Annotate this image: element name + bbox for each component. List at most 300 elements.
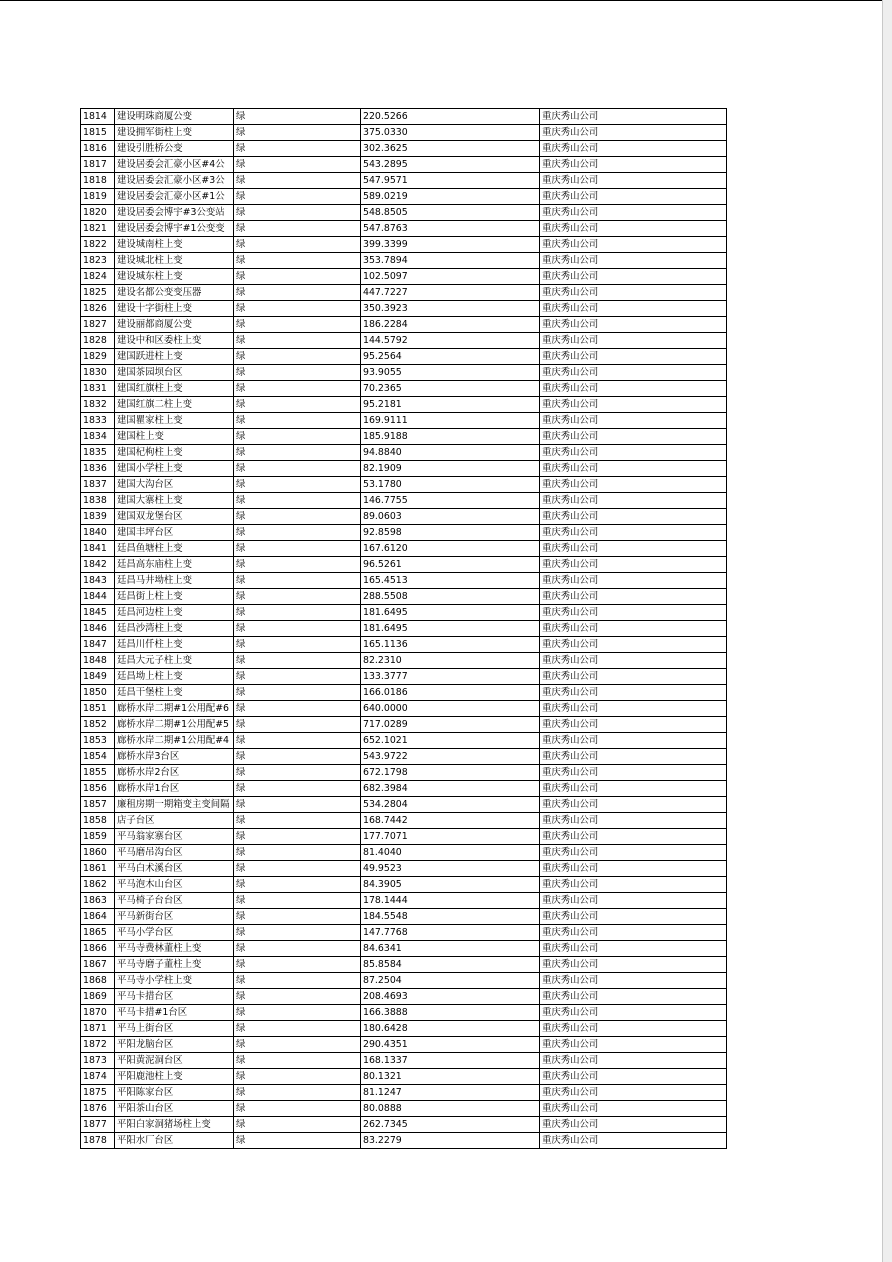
station-name-cell: 廷昌大元子柱上变 (115, 653, 234, 669)
viewer-scroll-gutter[interactable] (882, 0, 892, 1262)
status-color-cell: 绿 (234, 733, 361, 749)
row-number-cell: 1862 (81, 877, 115, 893)
value-cell: 208.4693 (361, 989, 540, 1005)
station-name-cell: 廷昌坳上柱上变 (115, 669, 234, 685)
status-color-cell: 绿 (234, 637, 361, 653)
company-cell: 重庆秀山公司 (540, 829, 727, 845)
status-color-cell: 绿 (234, 685, 361, 701)
company-cell: 重庆秀山公司 (540, 925, 727, 941)
company-cell: 重庆秀山公司 (540, 749, 727, 765)
value-cell: 181.6495 (361, 621, 540, 637)
table-row (81, 509, 727, 525)
status-color-cell: 绿 (234, 957, 361, 973)
company-cell: 重庆秀山公司 (540, 445, 727, 461)
station-name-cell: 平马泡木山台区 (115, 877, 234, 893)
table-row (81, 1069, 727, 1085)
company-cell: 重庆秀山公司 (540, 189, 727, 205)
row-number-cell: 1820 (81, 205, 115, 221)
value-cell: 85.8584 (361, 957, 540, 973)
value-cell: 169.9111 (361, 413, 540, 429)
value-cell: 166.3888 (361, 1005, 540, 1021)
row-number-cell: 1848 (81, 653, 115, 669)
company-cell: 重庆秀山公司 (540, 397, 727, 413)
value-cell: 184.5548 (361, 909, 540, 925)
status-color-cell: 绿 (234, 397, 361, 413)
station-name-cell: 建设居委会汇豪小区#4公 (115, 157, 234, 173)
company-cell: 重庆秀山公司 (540, 1133, 727, 1149)
table-row (81, 781, 727, 797)
table-row (81, 973, 727, 989)
row-number-cell: 1878 (81, 1133, 115, 1149)
company-cell: 重庆秀山公司 (540, 429, 727, 445)
company-cell: 重庆秀山公司 (540, 125, 727, 141)
company-cell: 重庆秀山公司 (540, 509, 727, 525)
station-name-cell: 平阳陈家台区 (115, 1085, 234, 1101)
substation-table (80, 108, 727, 1149)
company-cell: 重庆秀山公司 (540, 1101, 727, 1117)
table-row (81, 989, 727, 1005)
value-cell: 185.9188 (361, 429, 540, 445)
status-color-cell: 绿 (234, 941, 361, 957)
status-color-cell: 绿 (234, 925, 361, 941)
row-number-cell: 1819 (81, 189, 115, 205)
company-cell: 重庆秀山公司 (540, 461, 727, 477)
row-number-cell: 1846 (81, 621, 115, 637)
station-name-cell: 建国茶园坝台区 (115, 365, 234, 381)
station-name-cell: 建设拥军街柱上变 (115, 125, 234, 141)
station-name-cell: 平阳鹿池柱上变 (115, 1069, 234, 1085)
company-cell: 重庆秀山公司 (540, 365, 727, 381)
company-cell: 重庆秀山公司 (540, 525, 727, 541)
row-number-cell: 1850 (81, 685, 115, 701)
station-name-cell: 廊桥水岸2台区 (115, 765, 234, 781)
station-name-cell: 建国红旗柱上变 (115, 381, 234, 397)
station-name-cell: 廷昌川仟柱上变 (115, 637, 234, 653)
table-row (81, 557, 727, 573)
row-number-cell: 1861 (81, 861, 115, 877)
row-number-cell: 1844 (81, 589, 115, 605)
value-cell: 652.1021 (361, 733, 540, 749)
status-color-cell: 绿 (234, 461, 361, 477)
station-name-cell: 建设十字街柱上变 (115, 301, 234, 317)
row-number-cell: 1871 (81, 1021, 115, 1037)
row-number-cell: 1847 (81, 637, 115, 653)
status-color-cell: 绿 (234, 333, 361, 349)
company-cell: 重庆秀山公司 (540, 765, 727, 781)
value-cell: 84.3905 (361, 877, 540, 893)
row-number-cell: 1830 (81, 365, 115, 381)
value-cell: 288.5508 (361, 589, 540, 605)
value-cell: 87.2504 (361, 973, 540, 989)
value-cell: 672.1798 (361, 765, 540, 781)
station-name-cell: 平马卡措#1台区 (115, 1005, 234, 1021)
company-cell: 重庆秀山公司 (540, 733, 727, 749)
status-color-cell: 绿 (234, 205, 361, 221)
value-cell: 165.4513 (361, 573, 540, 589)
station-name-cell: 建国小学柱上变 (115, 461, 234, 477)
company-cell: 重庆秀山公司 (540, 157, 727, 173)
table-row (81, 733, 727, 749)
table-row (81, 573, 727, 589)
value-cell: 543.9722 (361, 749, 540, 765)
status-color-cell: 绿 (234, 781, 361, 797)
company-cell: 重庆秀山公司 (540, 269, 727, 285)
row-number-cell: 1856 (81, 781, 115, 797)
page-top-rule (0, 0, 882, 1)
station-name-cell: 建国大沟台区 (115, 477, 234, 493)
table-row (81, 237, 727, 253)
company-cell: 重庆秀山公司 (540, 557, 727, 573)
value-cell: 89.0603 (361, 509, 540, 525)
company-cell: 重庆秀山公司 (540, 205, 727, 221)
status-color-cell: 绿 (234, 1021, 361, 1037)
table-row (81, 493, 727, 509)
station-name-cell: 建国跃进柱上变 (115, 349, 234, 365)
status-color-cell: 绿 (234, 1117, 361, 1133)
value-cell: 92.8598 (361, 525, 540, 541)
company-cell: 重庆秀山公司 (540, 493, 727, 509)
table-row (81, 1037, 727, 1053)
table-row (81, 317, 727, 333)
company-cell: 重庆秀山公司 (540, 109, 727, 125)
status-color-cell: 绿 (234, 973, 361, 989)
row-number-cell: 1854 (81, 749, 115, 765)
table-row (81, 1085, 727, 1101)
station-name-cell: 廊桥水岸二期#1公用配#6 (115, 701, 234, 717)
company-cell: 重庆秀山公司 (540, 573, 727, 589)
table-row (81, 749, 727, 765)
row-number-cell: 1858 (81, 813, 115, 829)
company-cell: 重庆秀山公司 (540, 621, 727, 637)
row-number-cell: 1860 (81, 845, 115, 861)
status-color-cell: 绿 (234, 1005, 361, 1021)
status-color-cell: 绿 (234, 669, 361, 685)
table-row (81, 397, 727, 413)
row-number-cell: 1855 (81, 765, 115, 781)
status-color-cell: 绿 (234, 1133, 361, 1149)
station-name-cell: 平马磨吊沟台区 (115, 845, 234, 861)
value-cell: 83.2279 (361, 1133, 540, 1149)
table-row (81, 909, 727, 925)
status-color-cell: 绿 (234, 157, 361, 173)
station-name-cell: 建设居委会博宇#3公变站 (115, 205, 234, 221)
row-number-cell: 1843 (81, 573, 115, 589)
table-row (81, 941, 727, 957)
status-color-cell: 绿 (234, 477, 361, 493)
row-number-cell: 1814 (81, 109, 115, 125)
row-number-cell: 1870 (81, 1005, 115, 1021)
status-color-cell: 绿 (234, 749, 361, 765)
company-cell: 重庆秀山公司 (540, 813, 727, 829)
company-cell: 重庆秀山公司 (540, 781, 727, 797)
value-cell: 302.3625 (361, 141, 540, 157)
value-cell: 186.2284 (361, 317, 540, 333)
station-name-cell: 平马小学台区 (115, 925, 234, 941)
table-row (81, 301, 727, 317)
status-color-cell: 绿 (234, 349, 361, 365)
status-color-cell: 绿 (234, 797, 361, 813)
station-name-cell: 平马上街台区 (115, 1021, 234, 1037)
station-name-cell: 廉租房期一期箱变主变间隔 (115, 797, 234, 813)
station-name-cell: 建设名都公变变压器 (115, 285, 234, 301)
value-cell: 165.1136 (361, 637, 540, 653)
value-cell: 82.1909 (361, 461, 540, 477)
status-color-cell: 绿 (234, 877, 361, 893)
station-name-cell: 建国瞿家柱上变 (115, 413, 234, 429)
value-cell: 399.3399 (361, 237, 540, 253)
status-color-cell: 绿 (234, 909, 361, 925)
company-cell: 重庆秀山公司 (540, 877, 727, 893)
table-row (81, 637, 727, 653)
table-row (81, 173, 727, 189)
status-color-cell: 绿 (234, 269, 361, 285)
table-row (81, 541, 727, 557)
company-cell: 重庆秀山公司 (540, 685, 727, 701)
value-cell: 375.0330 (361, 125, 540, 141)
row-number-cell: 1833 (81, 413, 115, 429)
value-cell: 146.7755 (361, 493, 540, 509)
row-number-cell: 1859 (81, 829, 115, 845)
table-row (81, 221, 727, 237)
company-cell: 重庆秀山公司 (540, 909, 727, 925)
row-number-cell: 1868 (81, 973, 115, 989)
row-number-cell: 1815 (81, 125, 115, 141)
status-color-cell: 绿 (234, 557, 361, 573)
table-row (81, 621, 727, 637)
station-name-cell: 廊桥水岸二期#1公用配#4 (115, 733, 234, 749)
status-color-cell: 绿 (234, 109, 361, 125)
value-cell: 84.6341 (361, 941, 540, 957)
status-color-cell: 绿 (234, 1101, 361, 1117)
table-row (81, 461, 727, 477)
company-cell: 重庆秀山公司 (540, 477, 727, 493)
station-name-cell: 平马卡措台区 (115, 989, 234, 1005)
value-cell: 147.7768 (361, 925, 540, 941)
value-cell: 53.1780 (361, 477, 540, 493)
company-cell: 重庆秀山公司 (540, 701, 727, 717)
table-row (81, 685, 727, 701)
table-row (81, 1133, 727, 1149)
station-name-cell: 平马白术溪台区 (115, 861, 234, 877)
row-number-cell: 1857 (81, 797, 115, 813)
status-color-cell: 绿 (234, 541, 361, 557)
status-color-cell: 绿 (234, 573, 361, 589)
station-name-cell: 平马寺费林董柱上变 (115, 941, 234, 957)
company-cell: 重庆秀山公司 (540, 589, 727, 605)
station-name-cell: 廷昌街上柱上变 (115, 589, 234, 605)
station-name-cell: 平阳茶山台区 (115, 1101, 234, 1117)
value-cell: 290.4351 (361, 1037, 540, 1053)
status-color-cell: 绿 (234, 1053, 361, 1069)
row-number-cell: 1865 (81, 925, 115, 941)
table-row (81, 653, 727, 669)
company-cell: 重庆秀山公司 (540, 301, 727, 317)
value-cell: 167.6120 (361, 541, 540, 557)
status-color-cell: 绿 (234, 893, 361, 909)
row-number-cell: 1869 (81, 989, 115, 1005)
station-name-cell: 廷昌高东庙柱上变 (115, 557, 234, 573)
table-row (81, 797, 727, 813)
station-name-cell: 廷昌河边柱上变 (115, 605, 234, 621)
station-name-cell: 建设居委会博宇#1公变变 (115, 221, 234, 237)
status-color-cell: 绿 (234, 701, 361, 717)
station-name-cell: 建国杞枸柱上变 (115, 445, 234, 461)
table-row (81, 861, 727, 877)
company-cell: 重庆秀山公司 (540, 973, 727, 989)
value-cell: 80.1321 (361, 1069, 540, 1085)
status-color-cell: 绿 (234, 125, 361, 141)
status-color-cell: 绿 (234, 141, 361, 157)
status-color-cell: 绿 (234, 221, 361, 237)
station-name-cell: 建国丰坪台区 (115, 525, 234, 541)
table-row (81, 445, 727, 461)
row-number-cell: 1866 (81, 941, 115, 957)
company-cell: 重庆秀山公司 (540, 989, 727, 1005)
status-color-cell: 绿 (234, 173, 361, 189)
status-color-cell: 绿 (234, 605, 361, 621)
row-number-cell: 1825 (81, 285, 115, 301)
value-cell: 262.7345 (361, 1117, 540, 1133)
row-number-cell: 1827 (81, 317, 115, 333)
table-row (81, 157, 727, 173)
company-cell: 重庆秀山公司 (540, 653, 727, 669)
company-cell: 重庆秀山公司 (540, 237, 727, 253)
row-number-cell: 1873 (81, 1053, 115, 1069)
row-number-cell: 1837 (81, 477, 115, 493)
station-name-cell: 平阳龙脑台区 (115, 1037, 234, 1053)
status-color-cell: 绿 (234, 813, 361, 829)
company-cell: 重庆秀山公司 (540, 285, 727, 301)
station-name-cell: 建设中和区委柱上变 (115, 333, 234, 349)
row-number-cell: 1817 (81, 157, 115, 173)
status-color-cell: 绿 (234, 717, 361, 733)
row-number-cell: 1849 (81, 669, 115, 685)
station-name-cell: 建国大寨柱上变 (115, 493, 234, 509)
row-number-cell: 1875 (81, 1085, 115, 1101)
company-cell: 重庆秀山公司 (540, 1085, 727, 1101)
row-number-cell: 1838 (81, 493, 115, 509)
table-row (81, 349, 727, 365)
status-color-cell: 绿 (234, 285, 361, 301)
value-cell: 717.0289 (361, 717, 540, 733)
company-cell: 重庆秀山公司 (540, 349, 727, 365)
value-cell: 180.6428 (361, 1021, 540, 1037)
row-number-cell: 1874 (81, 1069, 115, 1085)
value-cell: 95.2181 (361, 397, 540, 413)
station-name-cell: 平阳白家洞猪场柱上变 (115, 1117, 234, 1133)
station-name-cell: 建设居委会汇豪小区#1公 (115, 189, 234, 205)
table-row (81, 957, 727, 973)
row-number-cell: 1845 (81, 605, 115, 621)
company-cell: 重庆秀山公司 (540, 173, 727, 189)
status-color-cell: 绿 (234, 429, 361, 445)
table-row (81, 813, 727, 829)
status-color-cell: 绿 (234, 765, 361, 781)
row-number-cell: 1872 (81, 1037, 115, 1053)
value-cell: 144.5792 (361, 333, 540, 349)
row-number-cell: 1823 (81, 253, 115, 269)
station-name-cell: 建设城北柱上变 (115, 253, 234, 269)
row-number-cell: 1828 (81, 333, 115, 349)
table-row (81, 365, 727, 381)
status-color-cell: 绿 (234, 621, 361, 637)
row-number-cell: 1877 (81, 1117, 115, 1133)
table-row (81, 1053, 727, 1069)
status-color-cell: 绿 (234, 509, 361, 525)
company-cell: 重庆秀山公司 (540, 253, 727, 269)
company-cell: 重庆秀山公司 (540, 333, 727, 349)
value-cell: 547.9571 (361, 173, 540, 189)
value-cell: 353.7894 (361, 253, 540, 269)
status-color-cell: 绿 (234, 1037, 361, 1053)
company-cell: 重庆秀山公司 (540, 1069, 727, 1085)
station-name-cell: 廊桥水岸二期#1公用配#5 (115, 717, 234, 733)
row-number-cell: 1864 (81, 909, 115, 925)
value-cell: 96.5261 (361, 557, 540, 573)
status-color-cell: 绿 (234, 1069, 361, 1085)
row-number-cell: 1834 (81, 429, 115, 445)
table-row (81, 429, 727, 445)
status-color-cell: 绿 (234, 829, 361, 845)
status-color-cell: 绿 (234, 1085, 361, 1101)
status-color-cell: 绿 (234, 365, 361, 381)
value-cell: 181.6495 (361, 605, 540, 621)
value-cell: 220.5266 (361, 109, 540, 125)
table-row (81, 1101, 727, 1117)
company-cell: 重庆秀山公司 (540, 381, 727, 397)
row-number-cell: 1836 (81, 461, 115, 477)
company-cell: 重庆秀山公司 (540, 861, 727, 877)
row-number-cell: 1841 (81, 541, 115, 557)
table-row (81, 717, 727, 733)
table-row (81, 525, 727, 541)
value-cell: 166.0186 (361, 685, 540, 701)
status-color-cell: 绿 (234, 237, 361, 253)
station-name-cell: 建设引胜桥公变 (115, 141, 234, 157)
station-name-cell: 平马新街台区 (115, 909, 234, 925)
value-cell: 640.0000 (361, 701, 540, 717)
table-row (81, 125, 727, 141)
station-name-cell: 平马寺小学柱上变 (115, 973, 234, 989)
table-row (81, 893, 727, 909)
company-cell: 重庆秀山公司 (540, 893, 727, 909)
company-cell: 重庆秀山公司 (540, 1005, 727, 1021)
value-cell: 177.7071 (361, 829, 540, 845)
value-cell: 168.1337 (361, 1053, 540, 1069)
station-name-cell: 店子台区 (115, 813, 234, 829)
company-cell: 重庆秀山公司 (540, 317, 727, 333)
value-cell: 80.0888 (361, 1101, 540, 1117)
row-number-cell: 1818 (81, 173, 115, 189)
value-cell: 93.9055 (361, 365, 540, 381)
table-row (81, 477, 727, 493)
company-cell: 重庆秀山公司 (540, 845, 727, 861)
value-cell: 534.2804 (361, 797, 540, 813)
station-name-cell: 平马寺磨子董柱上变 (115, 957, 234, 973)
value-cell: 70.2365 (361, 381, 540, 397)
row-number-cell: 1832 (81, 397, 115, 413)
company-cell: 重庆秀山公司 (540, 637, 727, 653)
station-name-cell: 平马翁家寨台区 (115, 829, 234, 845)
company-cell: 重庆秀山公司 (540, 797, 727, 813)
row-number-cell: 1839 (81, 509, 115, 525)
company-cell: 重庆秀山公司 (540, 605, 727, 621)
station-name-cell: 建设城南柱上变 (115, 237, 234, 253)
table-row (81, 589, 727, 605)
value-cell: 81.1247 (361, 1085, 540, 1101)
station-name-cell: 建设明珠商厦公变 (115, 109, 234, 125)
value-cell: 81.4040 (361, 845, 540, 861)
